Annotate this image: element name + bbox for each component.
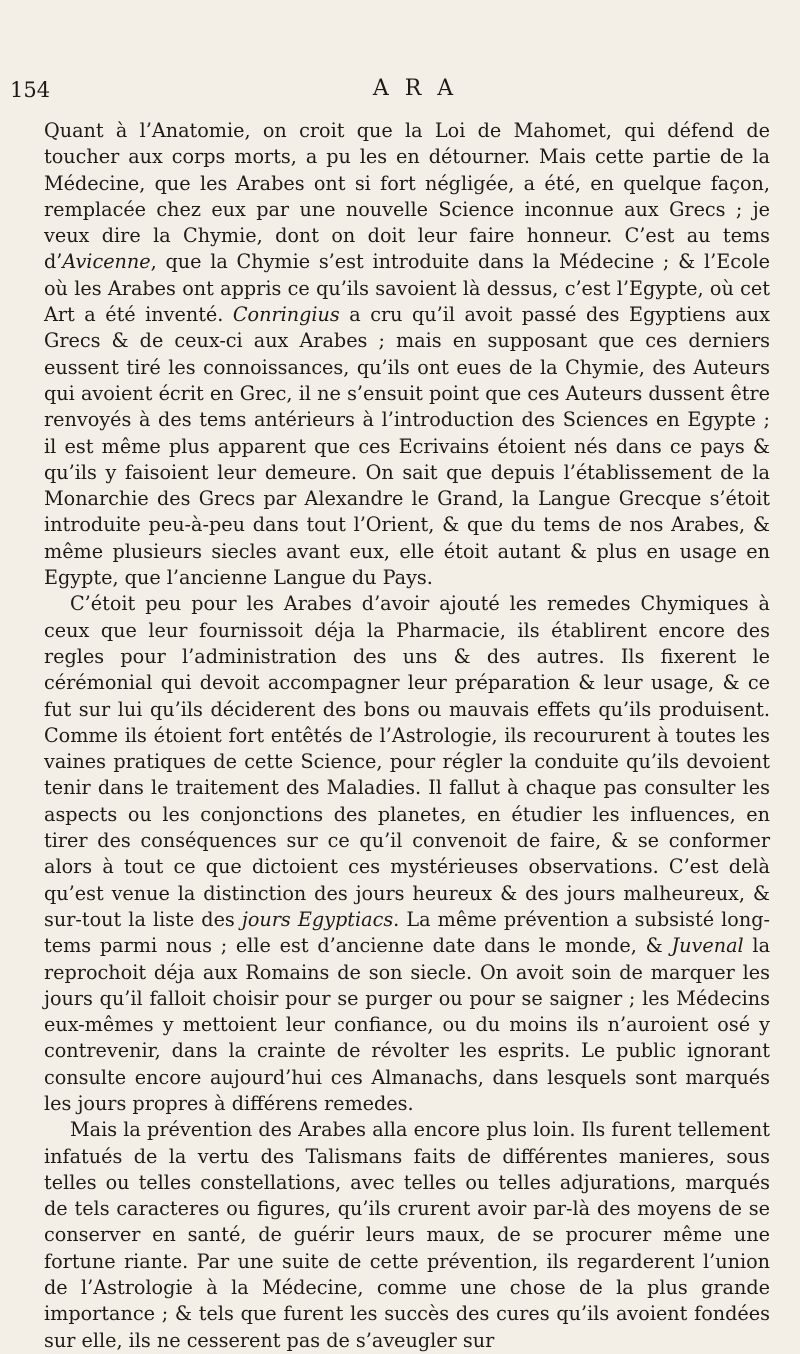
text-segment: Quant à l’Anatomie, on croit que la Loi de Mahomet, qui défend de toucher aux corps morts, a pu les en détourner. Mais cette partie de la Médecine, que les Arabes ont si fort négligée, a été, en quelque façon, remplacée chez eux par une nouvelle Science inconnue aux Grecs ; je veux dire la Chymie, dont on doit leur faire honneur. C’est au tems d’	[44, 119, 770, 274]
text-segment: Mais la prévention des Arabes alla encore plus loin. Ils furent tellement infatués de la vertu des Talismans faits de différentes manieres, sous telles ou telles constellations, avec telles ou telles adjurations, marqués de tels caracteres ou figures, qu’ils crurent avoir par-là des moyens de se conserver en santé, de guérir leurs maux, de se procurer même une fortune riante. Par une suite de cette prévention, ils regarderent l’union de l’Astrologie à la Médecine, comme une chose de la plus grande importance ; & tels que furent les succès des cures qu’ils avoient fondées sur elle, ils ne cesserent pas de s’aveugler sur	[44, 1118, 770, 1352]
text-segment: a cru qu’il avoit passé des Egyptiens aux Grecs & de ceux-ci aux Arabes ; mais en supposant que ces derniers eussent tiré les connoissances, qu’ils ont eues de la Chymie, des Auteurs qui avoient écrit en Grec, il ne s’ensuit point que ces Auteurs dussent être renvoyés à des tems antérieurs à l’introduction des Sciences en Egypte ; il est même plus apparent que ces Ecrivains étoient nés dans ce pays & qu’ils y faisoient leur demeure. On sait que depuis l’établissement de la Monarchie des Grecs par Alexandre le Grand, la Langue Grecque s’étoit introduite peu-à-peu dans tout l’Orient, & que du tems de nos Arabes, & même plusieurs siecles avant eux, elle étoit autant & plus en usage en Egypte, que l’ancienne Langue du Pays.	[44, 303, 770, 590]
italic-name: Juvenal	[671, 934, 744, 958]
paragraph	[44, 1117, 770, 1354]
body-text	[44, 118, 770, 1354]
text-segment: C’étoit peu pour les Arabes d’avoir ajouté les remedes Chymiques à ceux que leur fournissoit déja la Pharmacie, ils établirent encore des regles pour l’administration des uns & des autres. Ils fixerent le cérémonial qui devoit accompagner leur préparation & leur usage, & ce fut sur lui qu’ils déciderent des bons ou mauvais effets qu’ils produisent. Comme ils étoient fort entêtés de l’Astrologie, ils recoururent à toutes les vaines pratiques de cette Science, pour régler la conduite qu’ils devoient tenir dans le traitement des Maladies. Il fallut à chaque pas consulter les aspects ou les conjonctions des planetes, en étudier les influences, en tirer des conséquences sur ce qu’il convenoit de faire, & se conformer alors à tout ce que dictoient ces mystérieuses observations. C’est delà qu’est venue la distinction des jours heureux & des jours malheureux, & sur-tout la liste des	[44, 592, 770, 931]
text-segment: la reprochoit déja aux Romains de son siecle. On avoit soin de marquer les jours qu’il falloit choisir pour se purger ou pour se saigner ; les Médecins eux-mêmes y mettoient leur confiance, ou du moins ils n’auroient osé y contrevenir, dans la crainte de révolter les esprits. Le public ignorant consulte encore aujourd’hui ces Almanachs, dans lesquels sont marqués les jours propres à différens remedes.	[44, 934, 771, 1115]
running-head: ARA	[372, 76, 470, 101]
italic-name: Conringius	[232, 303, 340, 327]
italic-name: Avicenne	[62, 250, 151, 274]
page-number: 154	[10, 78, 51, 102]
text-segment: , que la Chymie s’est introduite dans la Médecine ; & l’Ecole où les Arabes ont appris ce qu’ils savoient là dessus, c’est l’Egypte, où cet Art a été inventé.	[44, 250, 770, 327]
text-segment: . La même prévention a subsisté long-tems parmi nous ; elle est d’ancienne date dans le monde, &	[44, 907, 770, 958]
paragraph	[44, 118, 770, 591]
page-header	[10, 76, 770, 118]
italic-term: jours Egyptiacs	[241, 907, 394, 931]
paragraph	[44, 591, 770, 1117]
